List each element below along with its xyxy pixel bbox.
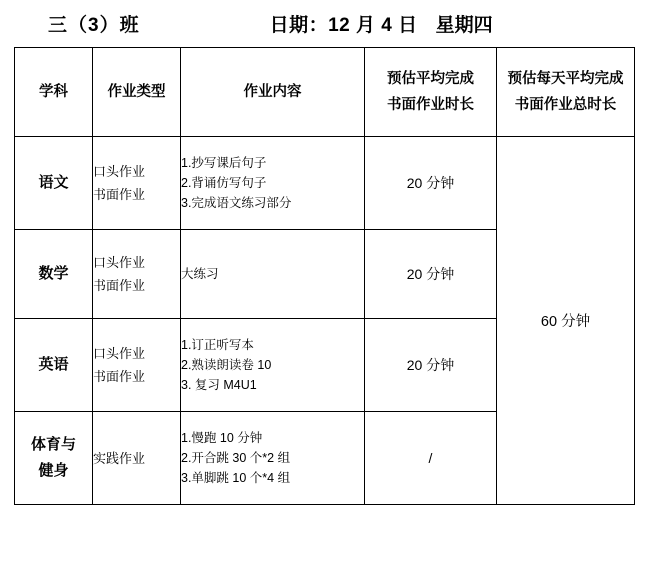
cell-estimated-time: 20 分钟 — [365, 230, 497, 319]
content-line-3: 3.单脚跳 10 个*4 组 — [181, 471, 291, 485]
cell-subject — [15, 137, 93, 230]
column-header-total-time-line1: 预估每天平均完成 — [507, 71, 624, 87]
cell-homework-type — [93, 319, 181, 412]
content-line-1: 1.慢跑 10 分钟 — [181, 431, 263, 445]
cell-subject — [15, 319, 93, 412]
cell-homework-type — [93, 230, 181, 319]
column-header-estimated-time-line1: 预估平均完成 — [387, 71, 474, 87]
content-line-3: 3.完成语文练习部分 — [181, 196, 292, 210]
content-line-2: 2.背诵仿写句子 — [181, 176, 267, 190]
type-line-1: 口头作业 — [93, 164, 146, 179]
cell-subject — [15, 412, 93, 505]
cell-homework-content — [181, 230, 365, 319]
type-line-1: 口头作业 — [93, 346, 146, 361]
column-header-total-time — [497, 48, 635, 137]
cell-total-time: 60 分钟 — [497, 137, 635, 505]
content-line-3: 3. 复习 M4U1 — [181, 378, 257, 392]
content-line-1: 1.订正听写本 — [181, 338, 254, 352]
cell-estimated-time: / — [365, 412, 497, 505]
subject-label: 体育与 — [30, 436, 76, 453]
cell-subject — [15, 230, 93, 319]
type-line-2: 书面作业 — [93, 187, 146, 202]
column-header-subject: 学科 — [15, 48, 93, 137]
cell-homework-content — [181, 319, 365, 412]
cell-estimated-time: 20 分钟 — [365, 319, 497, 412]
type-line-2: 书面作业 — [93, 369, 146, 384]
type-line-2: 书面作业 — [93, 278, 146, 293]
cell-homework-type — [93, 137, 181, 230]
subject-label: 数学 — [38, 265, 69, 282]
column-header-type: 作业类型 — [93, 48, 181, 137]
weekday-label: 星期四 — [435, 15, 493, 36]
content-line-1: 1.抄写课后句子 — [181, 156, 267, 170]
cell-homework-content — [181, 412, 365, 505]
content-line-1: 大练习 — [181, 267, 219, 281]
type-line-1: 实践作业 — [93, 450, 146, 466]
subject-label: 英语 — [38, 356, 69, 373]
column-header-content: 作业内容 — [181, 48, 365, 137]
type-line-1: 口头作业 — [93, 255, 146, 270]
cell-estimated-time: 20 分钟 — [365, 137, 497, 230]
table-header-row — [15, 48, 635, 137]
cell-homework-content — [181, 137, 365, 230]
subject-label: 语文 — [38, 174, 69, 191]
content-line-2: 2.熟读朗读卷 10 — [181, 358, 272, 372]
column-header-estimated-time — [365, 48, 497, 137]
subject-label-line2: 健身 — [38, 462, 69, 479]
table-row — [15, 137, 635, 230]
content-line-2: 2.开合跳 30 个*2 组 — [181, 451, 291, 465]
column-header-estimated-time-line2: 书面作业时长 — [387, 97, 474, 113]
cell-homework-type — [93, 412, 181, 505]
column-header-total-time-line2: 书面作业总时长 — [514, 97, 617, 113]
homework-table — [14, 47, 635, 505]
sheet-header — [0, 0, 648, 45]
date-label: 日期：12 月 4 日 — [269, 15, 418, 36]
class-name: 三（3）班 — [48, 15, 140, 36]
